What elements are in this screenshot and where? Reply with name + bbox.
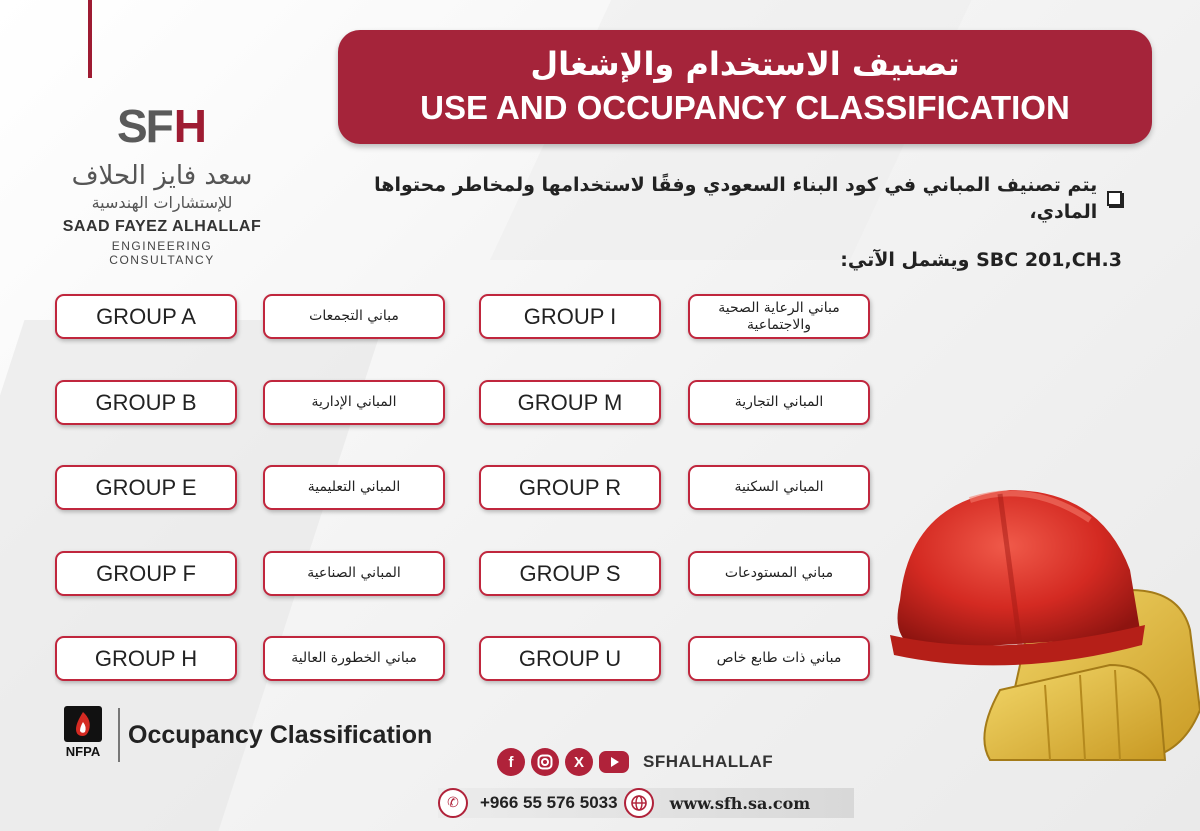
checkbox-icon (1107, 191, 1122, 206)
group-arabic-box: المباني التجارية (688, 380, 870, 425)
group-arabic-box: المباني الصناعية (263, 551, 445, 596)
logo-english-sub: ENGINEERING CONSULTANCY (109, 238, 215, 267)
group-arabic-box: المباني التعليمية (263, 465, 445, 510)
group-code-box: GROUP E (55, 465, 237, 510)
contact-bar (438, 788, 854, 818)
intro-line-2: SBC 201,CH.3 ويشمل الآتي: (840, 249, 1122, 272)
phone-number[interactable]: +966 55 576 5033 (480, 793, 618, 812)
nfpa-flame-icon (62, 704, 104, 744)
group-arabic-box: مباني التجمعات (263, 294, 445, 339)
globe-icon (624, 788, 654, 818)
group-arabic-box: المباني الإدارية (263, 380, 445, 425)
group-arabic-box: مباني ذات طابع خاص (688, 636, 870, 681)
group-code-box: GROUP U (479, 636, 661, 681)
logo-mark (62, 100, 262, 152)
intro-text (322, 172, 1122, 274)
logo-arabic-sub: للإستشارات الهندسية (91, 192, 233, 212)
nfpa-divider (118, 708, 120, 762)
group-arabic-box: مباني الرعاية الصحية والاجتماعية (688, 294, 870, 339)
website-link[interactable]: www.sfh.sa.com (669, 793, 811, 813)
company-logo (62, 100, 262, 267)
phone-icon: ✆ (438, 788, 468, 818)
instagram-icon[interactable] (531, 748, 559, 776)
nfpa-logo (54, 704, 112, 766)
x-icon[interactable]: X (565, 748, 593, 776)
group-arabic-box: مباني الخطورة العالية (263, 636, 445, 681)
group-code-box: GROUP M (479, 380, 661, 425)
nfpa-title: Occupancy Classification (128, 720, 433, 749)
intro-line-1-text: يتم تصنيف المباني في كود البناء السعودي وفقًا لاستخدامها ولمخاطر محتواها المادي، (374, 174, 1098, 223)
logo-arabic-name: سعد فايز الحلاف (71, 161, 253, 191)
logo-english-name: SAAD FAYEZ ALHALLAF (62, 217, 262, 235)
accent-bar (88, 0, 92, 78)
social-links (497, 748, 773, 776)
title-arabic: تصنيف الاستخدام والإشغال (530, 45, 960, 84)
logo-letters: SF (116, 100, 172, 152)
title-banner (338, 30, 1152, 144)
youtube-icon[interactable] (599, 751, 629, 773)
nfpa-label: NFPA (65, 744, 101, 759)
group-arabic-box: المباني السكنية (688, 465, 870, 510)
helmet-gloves-image (880, 460, 1200, 780)
group-code-box: GROUP S (479, 551, 661, 596)
group-code-box: GROUP H (55, 636, 237, 681)
facebook-icon[interactable]: f (497, 748, 525, 776)
group-code-box: GROUP F (55, 551, 237, 596)
group-code-box: GROUP A (55, 294, 237, 339)
logo-letter-h: H (173, 100, 207, 152)
group-code-box: GROUP I (479, 294, 661, 339)
intro-line-1 (322, 172, 1122, 225)
nfpa-badge (54, 704, 432, 766)
title-english: USE AND OCCUPANCY CLASSIFICATION (420, 88, 1070, 126)
social-handle[interactable]: SFHALHALLAF (643, 752, 774, 771)
group-arabic-box: مباني المستودعات (688, 551, 870, 596)
group-code-box: GROUP B (55, 380, 237, 425)
group-code-box: GROUP R (479, 465, 661, 510)
